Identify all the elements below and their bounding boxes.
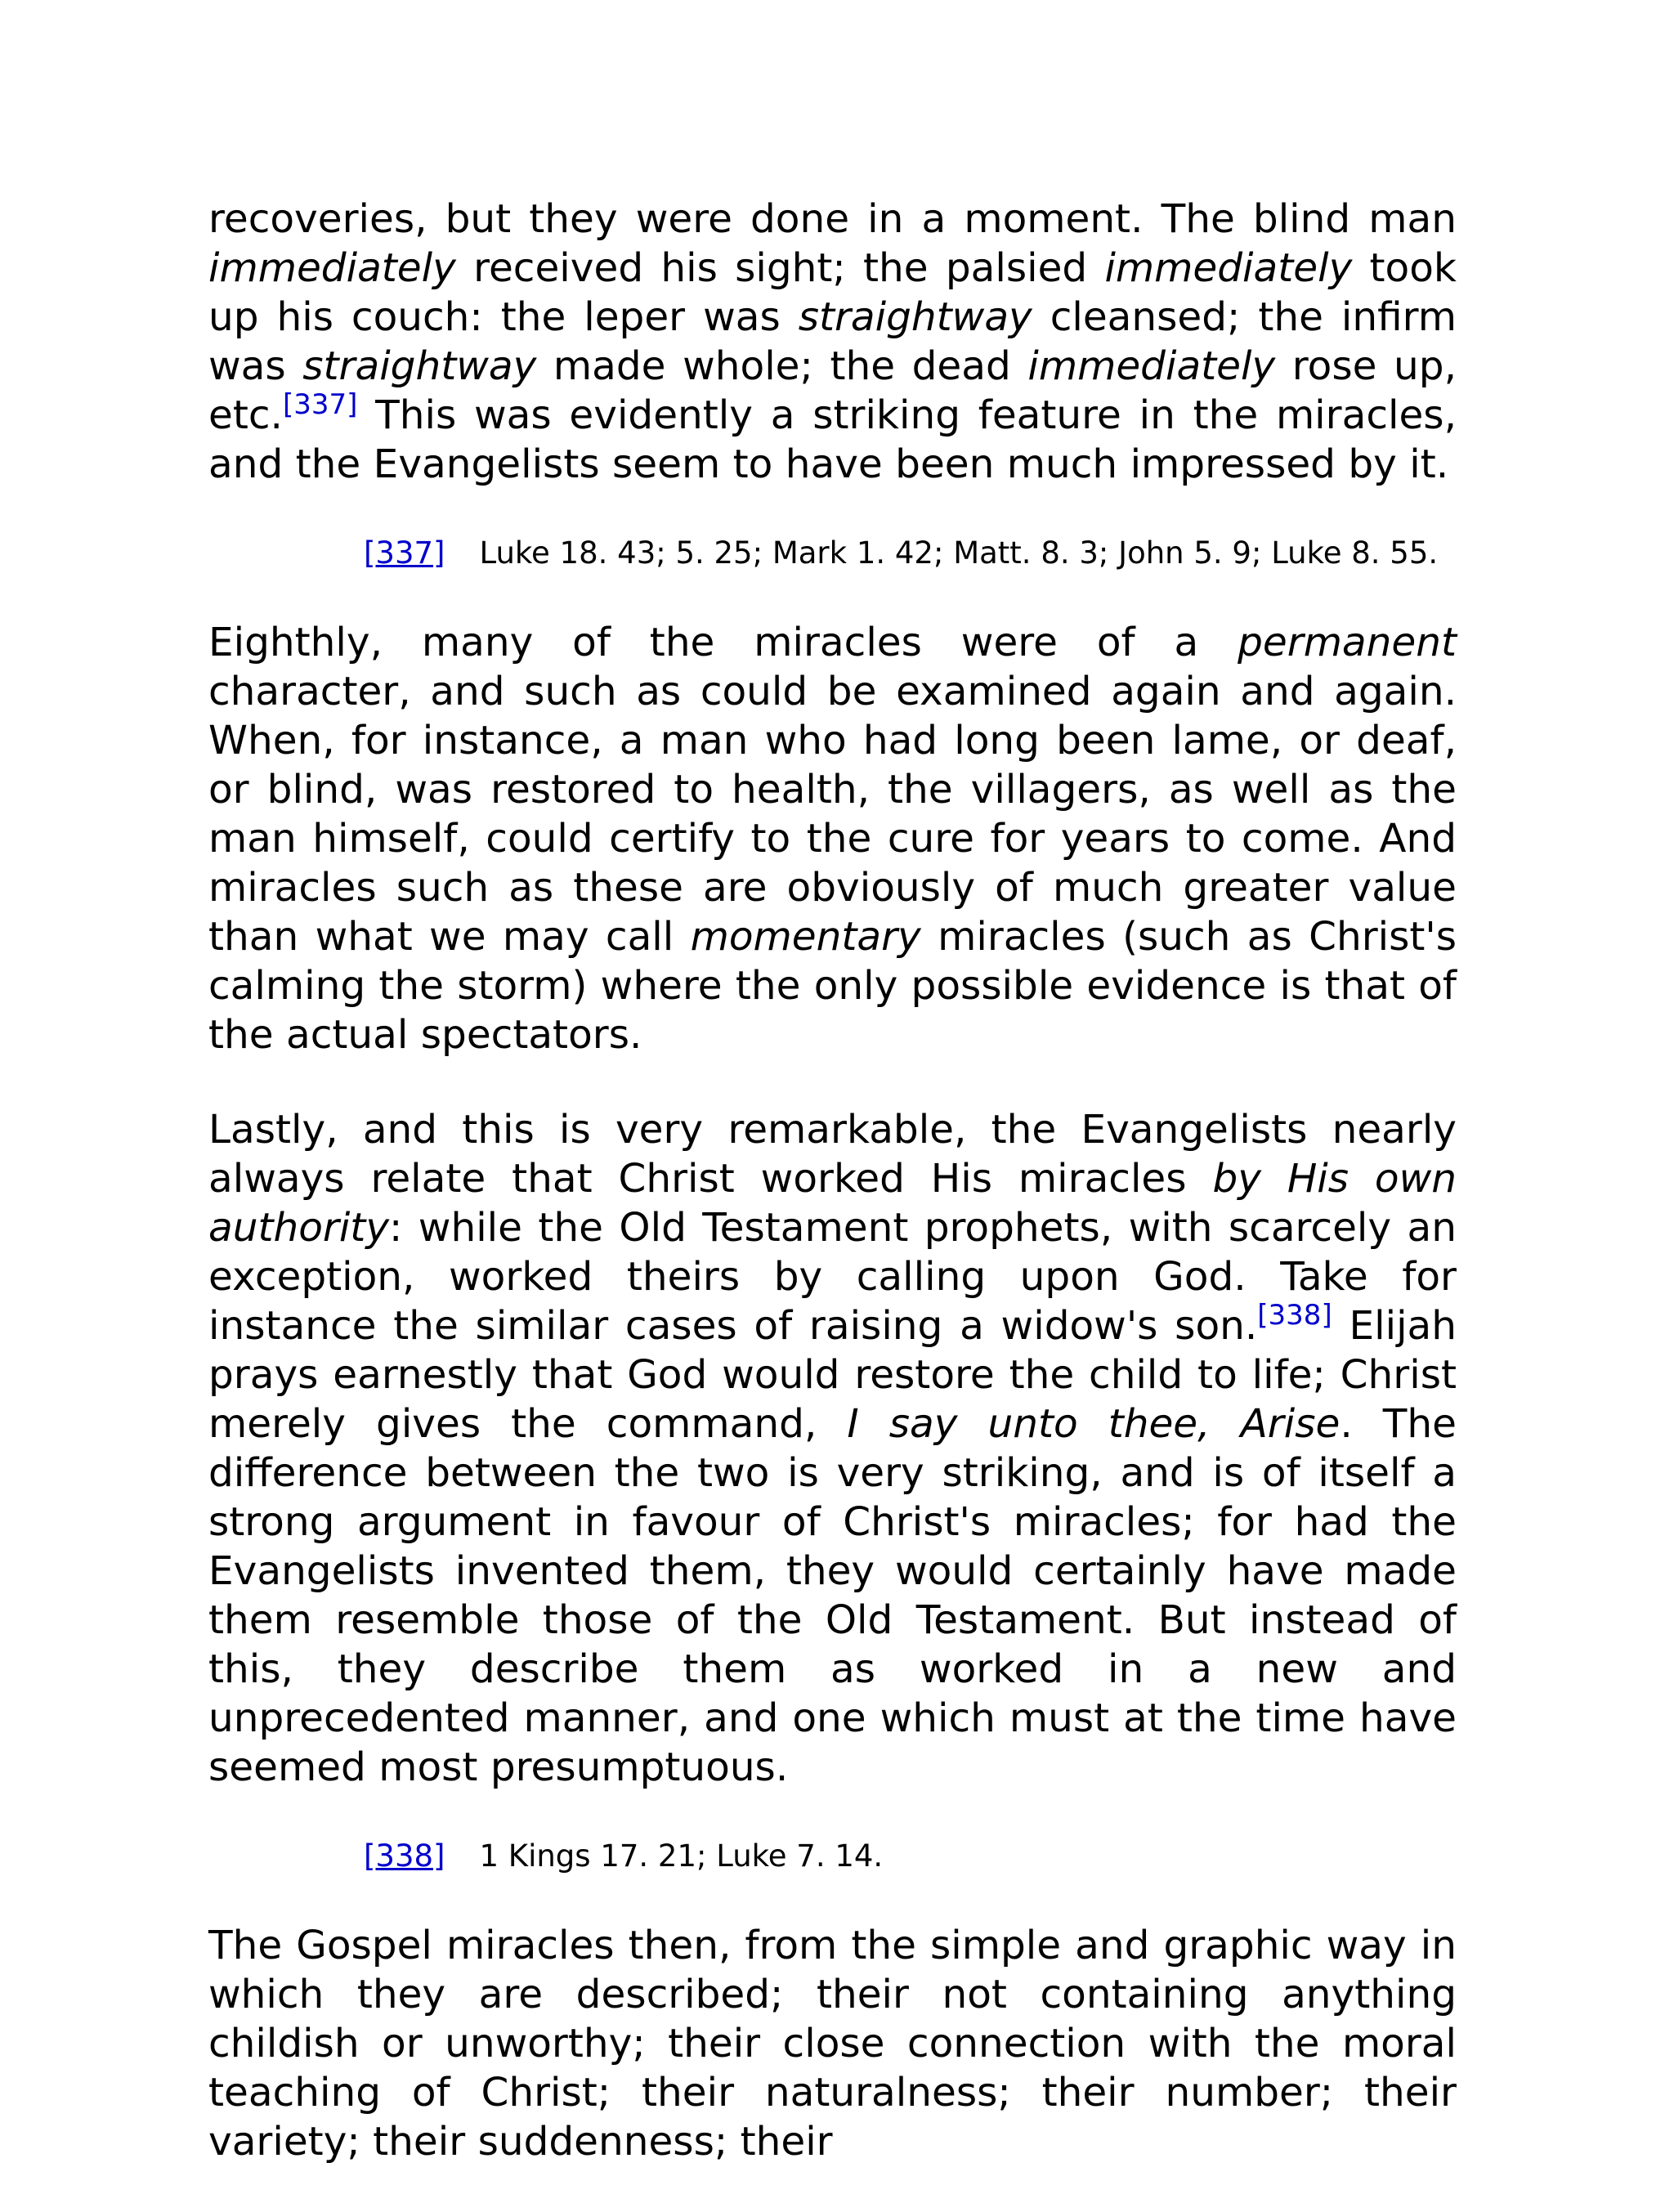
text-run: . The difference between the two is very striking, and is of itself a strong argument in favour of Christ's miracles; for had the Evangelists invented them, they would certainly have made them resemble those of the Old Testament. But instead of this, they describe them as worked in a new and unprecedented manner, and one which must at the time have seemed most presumptuous.	[208, 1401, 1457, 1790]
paragraph-permanent-miracles	[208, 618, 1457, 1059]
emphasis-immediately: immediately	[208, 245, 456, 291]
text-run: Elijah prays earnestly that God would restore the child to life; Christ merely gives the command,	[208, 1303, 1457, 1447]
text-run: Lastly, and this is very remarkable, the Evangelists nearly always relate that Christ worked His miracles	[208, 1107, 1457, 1202]
text-run: made whole; the dead	[536, 343, 1028, 389]
text-run: : while the Old Testament prophets, with scarcely an exception, worked theirs by calling upon God. Take for instance the similar cases of raising a widow's son.	[208, 1205, 1457, 1349]
emphasis-straightway: straightway	[302, 343, 537, 389]
emphasis-quote-arise: I say unto thee, Arise	[847, 1401, 1341, 1447]
paragraph-gospel-summary	[208, 1921, 1457, 2166]
footnote-337	[208, 535, 1457, 572]
emphasis-own-authority: by His own authority	[208, 1156, 1457, 1251]
footnote-ref-338[interactable]: [338]	[1257, 1299, 1332, 1332]
text-run: This was evidently a striking feature in the miracles, and the Evangelists seem to have been much impressed by it.	[208, 392, 1457, 487]
emphasis-momentary: momentary	[690, 914, 921, 960]
footnote-338	[208, 1838, 1457, 1875]
footnote-text: 1 Kings 17. 21; Luke 7. 14.	[479, 1838, 884, 1874]
footnote-backlink-338[interactable]: [338]	[364, 1838, 445, 1874]
text-run: rose up, etc.	[208, 343, 1457, 438]
text-run: received his sight; the palsied	[455, 245, 1105, 291]
document-page	[208, 195, 1457, 2212]
text-run: cleansed; the infirm was	[208, 294, 1457, 389]
footnote-text: Luke 18. 43; 5. 25; Mark 1. 42; Matt. 8. 3; John 5. 9; Luke 8. 55.	[479, 535, 1439, 571]
emphasis-immediately: immediately	[1104, 245, 1353, 291]
emphasis-permanent: permanent	[1238, 620, 1457, 665]
text-run: character, and such as could be examined again and again. When, for instance, a man who had long been lame, or deaf, or blind, was restored to health, the villagers, as well as the man himself, could certify to the cure for years to come. And miracles such as these are obviously of much greater value than what we may call	[208, 669, 1457, 960]
text-run: took up his couch: the leper was	[208, 245, 1457, 340]
emphasis-immediately: immediately	[1027, 343, 1276, 389]
footnote-backlink-337[interactable]: [337]	[364, 535, 445, 571]
text-run: Eighthly, many of the miracles were of a	[208, 620, 1238, 665]
text-run: recoveries, but they were done in a moment. The blind man	[208, 196, 1457, 242]
text-run: miracles (such as Christ's calming the storm) where the only possible evidence is that of the actual spectators.	[208, 914, 1457, 1058]
emphasis-straightway: straightway	[798, 294, 1032, 340]
paragraph-sudden-cures	[208, 195, 1457, 489]
footnote-ref-337[interactable]: [337]	[282, 388, 358, 421]
paragraph-own-authority	[208, 1105, 1457, 1792]
text-run: The Gospel miracles then, from the simple and graphic way in which they are described; their not containing anything childish or unworthy; their close connection with the moral teaching of Christ; their naturalness; their number; their variety; their suddenness; their	[208, 1923, 1457, 2165]
